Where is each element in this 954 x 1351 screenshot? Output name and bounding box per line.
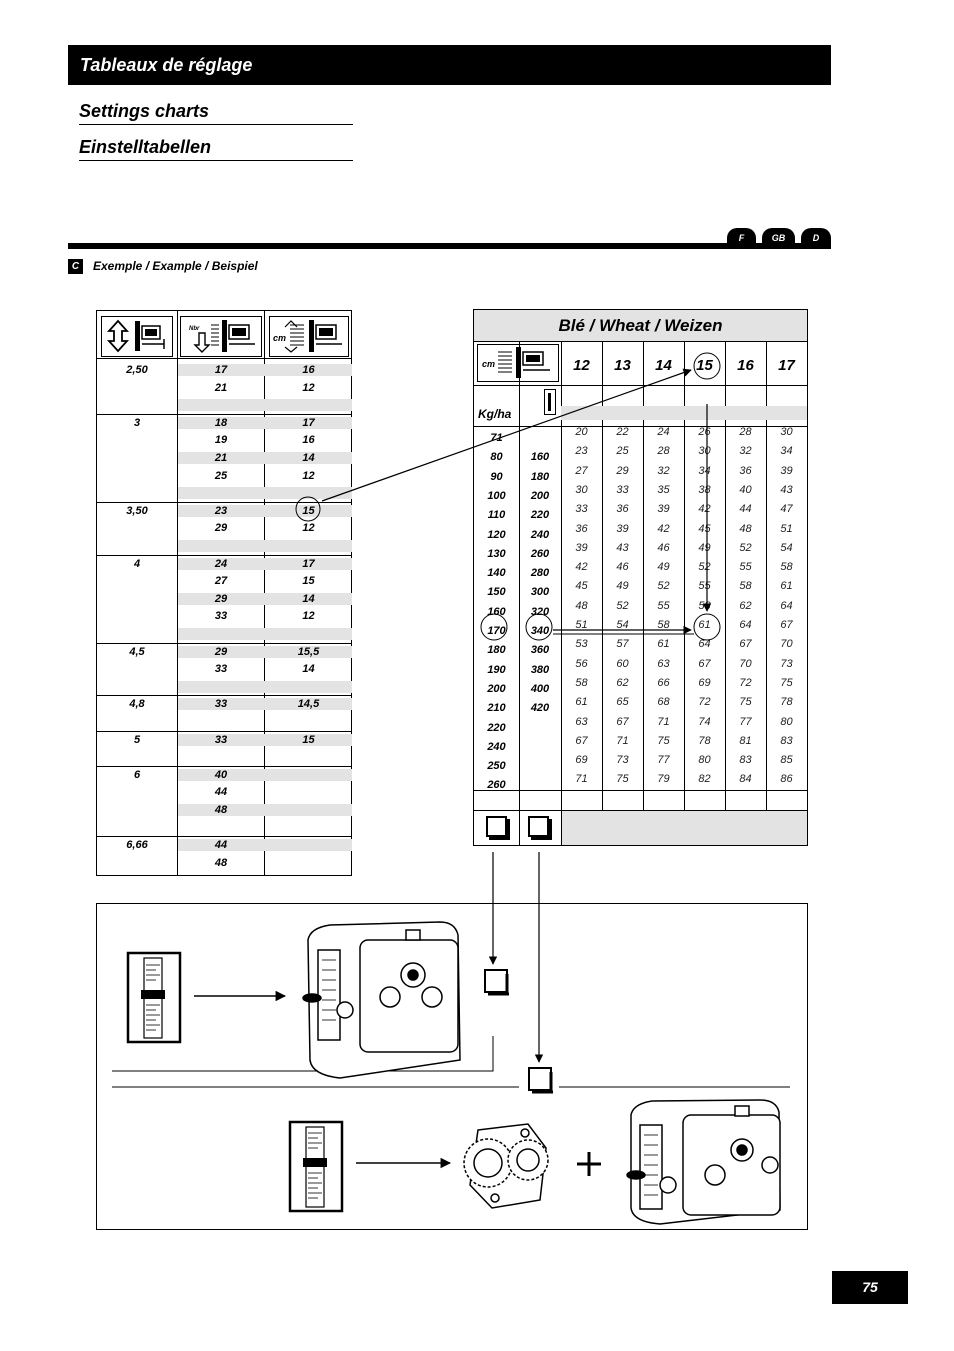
cell-value: 52 <box>739 541 752 554</box>
cell-value: 70 <box>780 638 793 651</box>
spacing-value: 12 <box>302 381 315 394</box>
cell-value: 75 <box>739 696 752 709</box>
cell-value: 78 <box>698 734 711 747</box>
cm-label: cm <box>482 359 496 369</box>
instruction-panel <box>96 903 808 1230</box>
cell-value: 55 <box>739 561 752 574</box>
cell-value: 42 <box>575 561 588 574</box>
spacing-value: 16 <box>302 434 315 447</box>
cell-value: 48 <box>739 522 752 535</box>
cell-value: 40 <box>739 483 752 496</box>
cell-value: 71 <box>616 734 629 747</box>
rate-b: 320 <box>530 605 550 618</box>
cell-value: 34 <box>780 445 793 458</box>
rate-a: 120 <box>487 528 506 541</box>
rate-a: 220 <box>487 721 506 734</box>
teeth-value: 18 <box>214 416 228 429</box>
spacing-value: 14 <box>302 592 315 605</box>
cell-value: 67 <box>739 638 752 651</box>
cell-value: 70 <box>739 657 752 670</box>
cell-value: 69 <box>575 754 588 767</box>
cell-value: 30 <box>575 483 588 496</box>
cell-value: 30 <box>780 426 793 438</box>
cell-value: 26 <box>698 426 711 438</box>
rate-a: 250 <box>487 760 506 773</box>
cell-value: 74 <box>698 715 711 728</box>
teeth-value: 33 <box>214 698 228 711</box>
cell-value: 51 <box>780 522 793 535</box>
depth-value: 6 <box>133 768 141 781</box>
cell-value: 67 <box>780 619 793 631</box>
cell-value: 77 <box>657 754 670 767</box>
rate-a: 260 <box>487 779 506 792</box>
cell-value: 38 <box>698 483 711 496</box>
cell-value: 67 <box>616 715 629 728</box>
cell-value: 63 <box>575 715 588 728</box>
teeth-value: 27 <box>214 575 228 588</box>
cell-value: 45 <box>698 522 711 535</box>
cell-value: 36 <box>739 464 752 477</box>
cell-value: 64 <box>698 638 711 651</box>
cell-value: 83 <box>780 734 793 747</box>
rate-b: 220 <box>530 509 550 522</box>
column-header-14: 14 <box>655 357 672 374</box>
highlight-circle-340 <box>526 614 552 640</box>
rate-b: 280 <box>530 567 550 580</box>
cell-value: 58 <box>575 676 588 689</box>
column-header-12: 12 <box>573 357 590 374</box>
cell-value: 55 <box>698 580 711 593</box>
cell-value: 72 <box>739 676 752 689</box>
spacing-value: 15 <box>302 504 315 517</box>
cell-value: 49 <box>657 561 670 574</box>
cell-value: 86 <box>780 773 793 786</box>
cell-value: 54 <box>780 541 793 554</box>
teeth-value: 33 <box>214 610 228 623</box>
cell-value: 75 <box>657 734 670 747</box>
teeth-value: 48 <box>214 856 228 869</box>
rate-a: 170 <box>487 625 506 637</box>
cell-value: 68 <box>657 696 670 709</box>
cell-value: 54 <box>616 619 629 631</box>
rate-b: 160 <box>530 451 550 464</box>
highlight-circle-170 <box>481 614 507 640</box>
nbr-label: Nbr <box>189 326 200 332</box>
page-title: Tableaux de réglage <box>80 55 253 75</box>
cell-value: 71 <box>657 715 670 728</box>
cell-value: 49 <box>616 580 629 593</box>
cell-value: 65 <box>616 696 629 709</box>
cell-value: 29 <box>616 464 629 477</box>
spacing-value: 15 <box>302 733 315 746</box>
spacing-value: 17 <box>302 557 315 570</box>
page-number: 75 <box>832 1271 908 1304</box>
teeth-value: 29 <box>214 645 228 658</box>
spacing-value: 17 <box>302 416 315 429</box>
teeth-value: 29 <box>214 592 228 605</box>
rate-a: 150 <box>487 586 506 599</box>
depth-value: 2,50 <box>126 364 148 376</box>
column-header-15: 15 <box>696 357 713 374</box>
rate-a: 180 <box>487 644 506 657</box>
cell-value: 24 <box>657 426 670 438</box>
lang-tab-d: D <box>801 228 831 249</box>
cell-value: 67 <box>575 734 588 747</box>
cell-value: 28 <box>657 445 670 458</box>
example-label: Exemple / Example / Beispiel <box>93 259 258 273</box>
cell-value: 30 <box>698 445 711 458</box>
cell-value: 52 <box>616 599 629 612</box>
teeth-value: 25 <box>214 469 228 482</box>
rate-a: 90 <box>490 470 503 483</box>
highlight-circle-15-left <box>296 497 320 521</box>
cell-value: 85 <box>780 754 793 767</box>
teeth-value: 44 <box>214 786 228 799</box>
teeth-value: 33 <box>214 733 228 746</box>
rate-a: 190 <box>487 663 506 676</box>
cell-value: 63 <box>657 657 670 670</box>
cell-value: 84 <box>739 773 752 786</box>
spacing-value: 14,5 <box>297 698 320 711</box>
rate-b: 260 <box>530 547 550 560</box>
cell-value: 39 <box>780 464 793 477</box>
cell-value: 80 <box>780 715 793 728</box>
depth-value: 4,5 <box>129 645 145 658</box>
rate-b: 180 <box>530 470 550 483</box>
teeth-value: 33 <box>214 663 228 676</box>
spacing-value: 16 <box>302 364 315 376</box>
cell-value: 22 <box>616 426 629 438</box>
spacing-value: 14 <box>302 663 315 676</box>
cell-value: 20 <box>575 426 588 438</box>
cell-value: 58 <box>657 619 670 631</box>
rate-a: 160 <box>487 605 506 618</box>
cell-value: 69 <box>698 676 711 689</box>
spacing-value: 15,5 <box>297 645 320 658</box>
rate-a: 240 <box>487 740 506 753</box>
cell-value: 25 <box>616 445 629 458</box>
cell-value: 66 <box>657 676 670 689</box>
teeth-value: 17 <box>214 364 228 376</box>
rate-a: 140 <box>487 567 506 580</box>
teeth-value: 19 <box>214 434 228 447</box>
rate-a: 80 <box>490 451 503 464</box>
cell-value: 62 <box>616 676 629 689</box>
cell-value: 53 <box>575 638 588 651</box>
cell-value: 39 <box>616 522 629 535</box>
rate-b: 240 <box>530 528 550 541</box>
highlight-circle-61 <box>694 614 720 640</box>
teeth-value: 23 <box>214 504 228 517</box>
arrow-row-to-column <box>322 370 691 501</box>
depth-value: 4 <box>133 557 141 570</box>
cell-value: 51 <box>575 619 588 631</box>
rate-b: 380 <box>530 663 550 676</box>
cell-value: 32 <box>739 445 752 458</box>
cell-value: 73 <box>780 657 793 670</box>
depth-value: 6,66 <box>126 839 148 852</box>
spacing-value: 12 <box>302 610 315 623</box>
crop-title: Blé / Wheat / Weizen <box>474 310 807 342</box>
depth-value: 4,8 <box>129 698 145 711</box>
spacing-value: 14 <box>302 452 315 464</box>
cell-value: 67 <box>698 657 711 670</box>
lang-tab-gb: GB <box>762 228 795 249</box>
cell-value: 46 <box>657 541 670 554</box>
spacing-value: 15 <box>302 575 315 588</box>
cell-value: 61 <box>575 696 588 709</box>
depth-value: 5 <box>133 733 141 746</box>
cell-value: 61 <box>698 619 711 631</box>
cell-value: 33 <box>616 483 629 496</box>
cell-value: 49 <box>698 541 711 554</box>
cell-value: 45 <box>575 580 588 593</box>
rate-b: 360 <box>530 644 550 657</box>
cell-value: 44 <box>739 503 752 516</box>
rate-b: 420 <box>530 702 550 715</box>
cell-value: 64 <box>780 599 793 612</box>
cell-value: 32 <box>657 464 670 477</box>
depth-value: 3,50 <box>126 504 148 517</box>
cm-label: cm <box>273 333 287 343</box>
spacing-value: 12 <box>302 522 315 535</box>
teeth-value: 24 <box>214 557 228 570</box>
cell-value: 71 <box>575 773 588 786</box>
cell-value: 73 <box>616 754 629 767</box>
cell-value: 78 <box>780 696 793 709</box>
cell-value: 58 <box>739 580 752 593</box>
cell-value: 39 <box>575 541 588 554</box>
column-header-16: 16 <box>737 357 754 374</box>
cell-value: 83 <box>739 754 752 767</box>
cell-value: 75 <box>616 773 629 786</box>
rate-a: 100 <box>487 489 506 502</box>
cell-value: 64 <box>739 619 752 631</box>
cell-value: 46 <box>616 561 629 574</box>
rate-b: 340 <box>530 625 550 637</box>
rate-a: 71 <box>490 432 503 444</box>
unit-label: Kg/ha <box>478 407 512 421</box>
rate-a: 130 <box>487 547 506 560</box>
cell-value: 61 <box>780 580 793 593</box>
cell-value: 82 <box>698 773 711 786</box>
depth-value: 3 <box>133 416 141 429</box>
cell-value: 62 <box>739 599 752 612</box>
rate-a: 200 <box>487 682 506 695</box>
cell-value: 36 <box>575 522 588 535</box>
cell-value: 42 <box>698 503 711 516</box>
column-header-17: 17 <box>778 357 795 374</box>
rate-b: 200 <box>530 489 550 502</box>
highlight-circle-15-header <box>694 353 720 379</box>
cell-value: 35 <box>657 483 670 496</box>
cell-value: 28 <box>739 426 752 438</box>
spacing-value: 12 <box>302 469 315 482</box>
teeth-value: 21 <box>214 452 228 464</box>
cell-value: 47 <box>780 503 793 516</box>
rate-b: 400 <box>530 682 550 695</box>
cell-value: 42 <box>657 522 670 535</box>
column-header-13: 13 <box>614 357 631 374</box>
cell-value: 55 <box>657 599 670 612</box>
subtitle-de: Einstelltabellen <box>79 137 353 161</box>
cell-value: 43 <box>616 541 629 554</box>
subtitle-en: Settings charts <box>79 101 353 125</box>
cell-value: 23 <box>575 445 588 458</box>
cell-value: 39 <box>657 503 670 516</box>
cell-value: 58 <box>698 599 711 612</box>
teeth-value: 40 <box>214 768 228 781</box>
cell-value: 79 <box>657 773 670 786</box>
cell-value: 58 <box>780 561 793 574</box>
cell-value: 75 <box>780 676 793 689</box>
cell-value: 48 <box>575 599 588 612</box>
rate-a: 110 <box>487 509 506 522</box>
cell-value: 60 <box>616 657 629 670</box>
rate-b: 300 <box>530 586 550 599</box>
cell-value: 34 <box>698 464 711 477</box>
cell-value: 33 <box>575 503 588 516</box>
teeth-value: 48 <box>214 804 228 816</box>
example-badge: C <box>68 259 83 274</box>
cell-value: 72 <box>698 696 711 709</box>
cell-value: 57 <box>616 638 629 651</box>
cell-value: 27 <box>575 464 588 477</box>
cell-value: 52 <box>698 561 711 574</box>
cell-value: 52 <box>657 580 670 593</box>
cell-value: 80 <box>698 754 711 767</box>
cell-value: 77 <box>739 715 752 728</box>
teeth-value: 29 <box>214 522 228 535</box>
lang-tab-f: F <box>727 228 756 249</box>
cell-value: 61 <box>657 638 670 651</box>
cell-value: 81 <box>739 734 752 747</box>
cell-value: 56 <box>575 657 588 670</box>
teeth-value: 44 <box>214 839 228 852</box>
cell-value: 36 <box>616 503 629 516</box>
teeth-value: 21 <box>214 381 228 394</box>
rate-a: 210 <box>487 702 506 715</box>
cell-value: 43 <box>780 483 793 496</box>
